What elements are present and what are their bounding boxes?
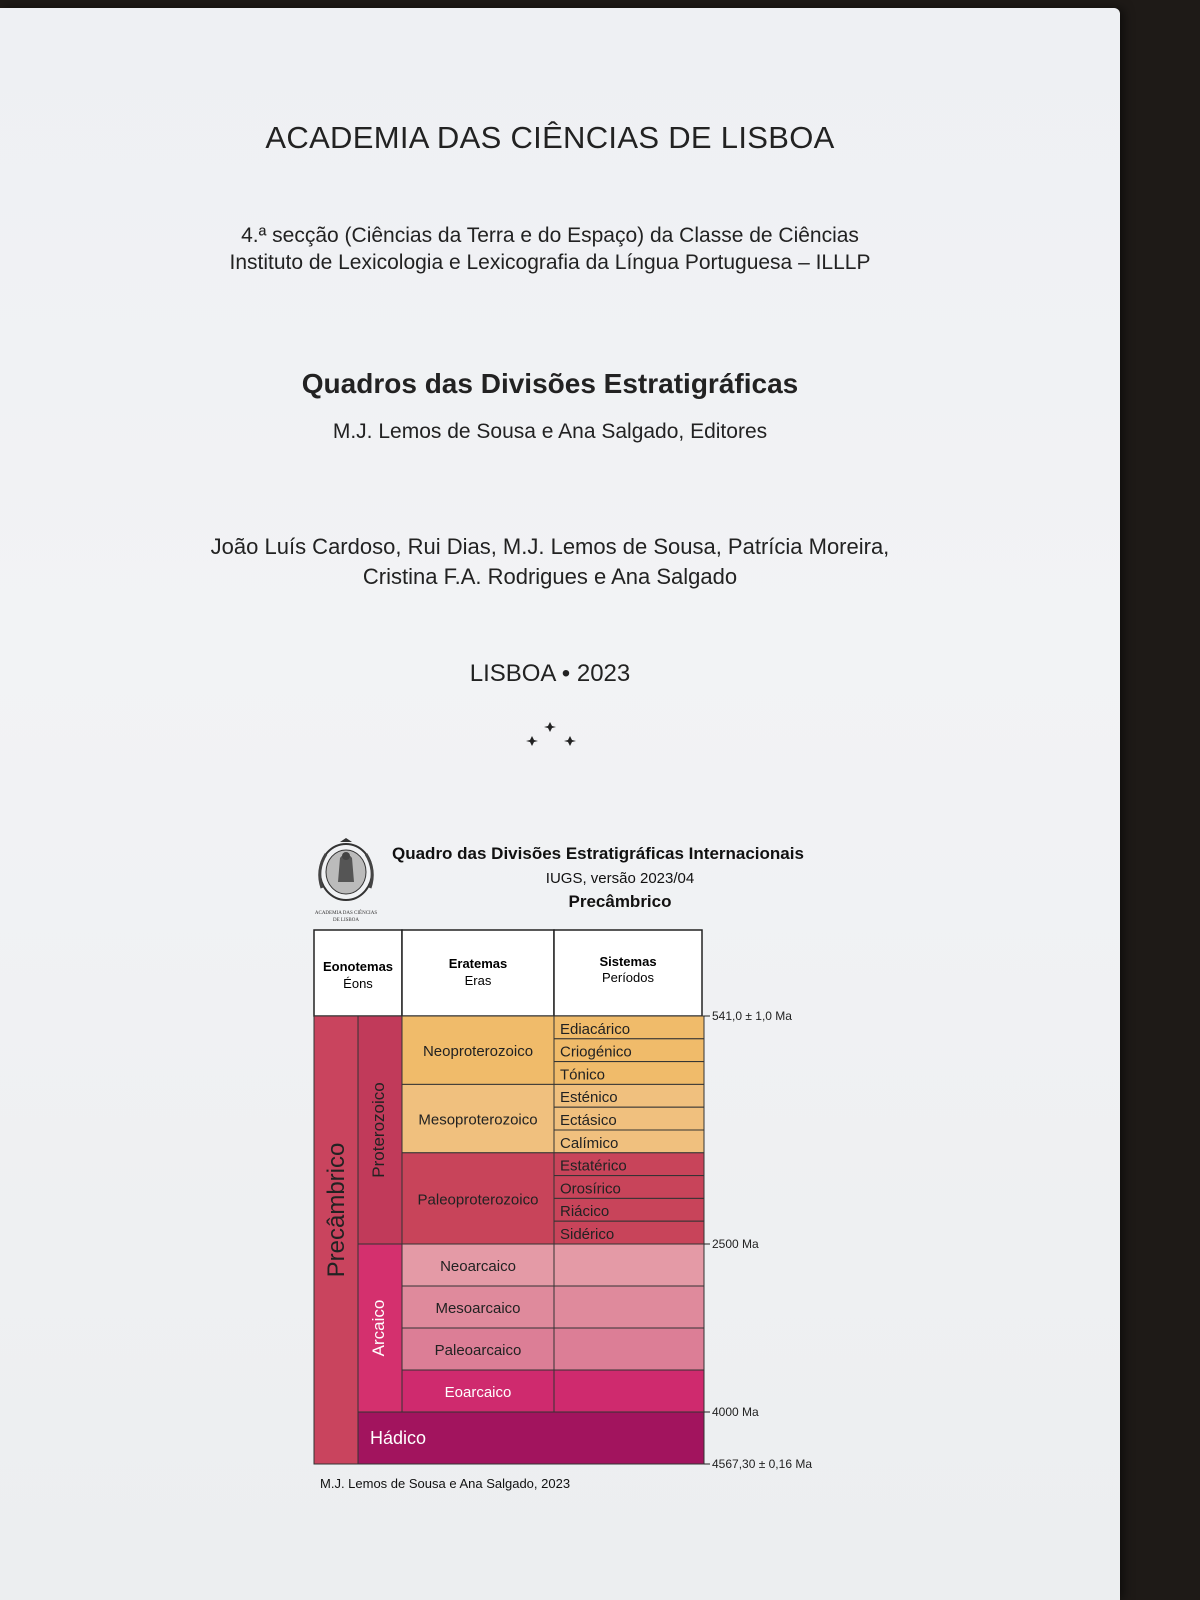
era-label: Eoarcaico: [444, 1384, 512, 1401]
header-eons-sub: Éons: [343, 976, 373, 991]
stratigraphic-table: [300, 918, 840, 1478]
book-editors: M.J. Lemos de Sousa e Ana Salgado, Editores: [332, 420, 768, 443]
section-info: [0, 222, 1100, 276]
system-label: Orosírico: [560, 1180, 621, 1198]
ornament-icon: [515, 720, 585, 760]
system-label: Estatérico: [560, 1157, 627, 1175]
era-label: Mesoproterozoico: [418, 1111, 538, 1129]
system-label: Sidérico: [560, 1226, 615, 1243]
system-empty-cell: [554, 1328, 704, 1370]
era-label: Mesoarcaico: [435, 1300, 521, 1317]
book-title: Quadros das Divisões Estratigráficas: [301, 368, 799, 399]
authors-line-2: Cristina F.A. Rodrigues e Ana Salgado: [362, 564, 738, 589]
system-label: Calímico: [560, 1134, 619, 1152]
system-empty-cell: [554, 1244, 704, 1286]
proterozoic-label: Proterozoico: [369, 1082, 388, 1178]
chart-credit: M.J. Lemos de Sousa e Ana Salgado, 2023: [320, 1476, 571, 1491]
academy-seal-icon: [310, 838, 388, 928]
age-label: 2500 Ma: [712, 1237, 759, 1251]
precambrian-label: Precâmbrico: [323, 1142, 350, 1278]
age-label: 4000 Ma: [712, 1405, 759, 1419]
authors-line-1: João Luís Cardoso, Rui Dias, M.J. Lemos de Sousa, Patrícia Moreira,: [210, 534, 890, 559]
header-eras-label: Eratemas: [448, 956, 508, 971]
era-label: Paleoarcaico: [434, 1342, 522, 1359]
chart-heading: Precâmbrico: [568, 892, 672, 911]
archean-label: Arcaico: [369, 1299, 388, 1357]
place-year: LISBOA • 2023: [469, 660, 631, 687]
section-line-2: Instituto de Lexicologia e Lexicografia da Língua Portuguesa – ILLLP: [229, 251, 871, 274]
seal-text-1: ACADEMIA DAS CIÊNCIAS: [314, 911, 378, 916]
system-empty-cell: [554, 1370, 704, 1412]
chart-title: Quadro das Divisões Estratigráficas Internacionais: [392, 844, 804, 863]
hadean-label: Hádico: [370, 1428, 427, 1448]
system-label: Esténico: [560, 1089, 618, 1107]
era-label: Neoproterozoico: [422, 1043, 534, 1061]
academy-name: ACADEMIA DAS CIÊNCIAS DE LISBOA: [265, 120, 835, 155]
era-label: Neoarcaico: [440, 1258, 516, 1275]
system-empty-cell: [554, 1286, 704, 1328]
system-label: Riácico: [560, 1203, 610, 1221]
header-systems-label: Sistemas: [599, 954, 657, 969]
header-eras-sub: Eras: [464, 973, 492, 988]
age-label: 4567,30 ± 0,16 Ma: [712, 1457, 812, 1471]
section-line-1: 4.ª secção (Ciências da Terra e do Espaço) da Classe de Ciências: [241, 224, 859, 247]
era-label: Paleoproterozoico: [417, 1191, 539, 1209]
system-label: Ectásico: [560, 1112, 617, 1129]
book-authors: [0, 532, 1100, 592]
system-label: Criogénico: [560, 1043, 632, 1061]
age-label: 541,0 ± 1,0 Ma: [712, 1009, 792, 1023]
header-eons-label: Eonotemas: [322, 959, 394, 974]
system-label: Tónico: [560, 1066, 606, 1084]
header-systems-sub: Períodos: [601, 970, 655, 985]
seal-text-2: DE LISBOA: [333, 918, 359, 923]
system-label: Ediacárico: [560, 1020, 631, 1038]
chart-subtitle: IUGS, versão 2023/04: [545, 870, 695, 887]
document-page: [0, 8, 1120, 1600]
